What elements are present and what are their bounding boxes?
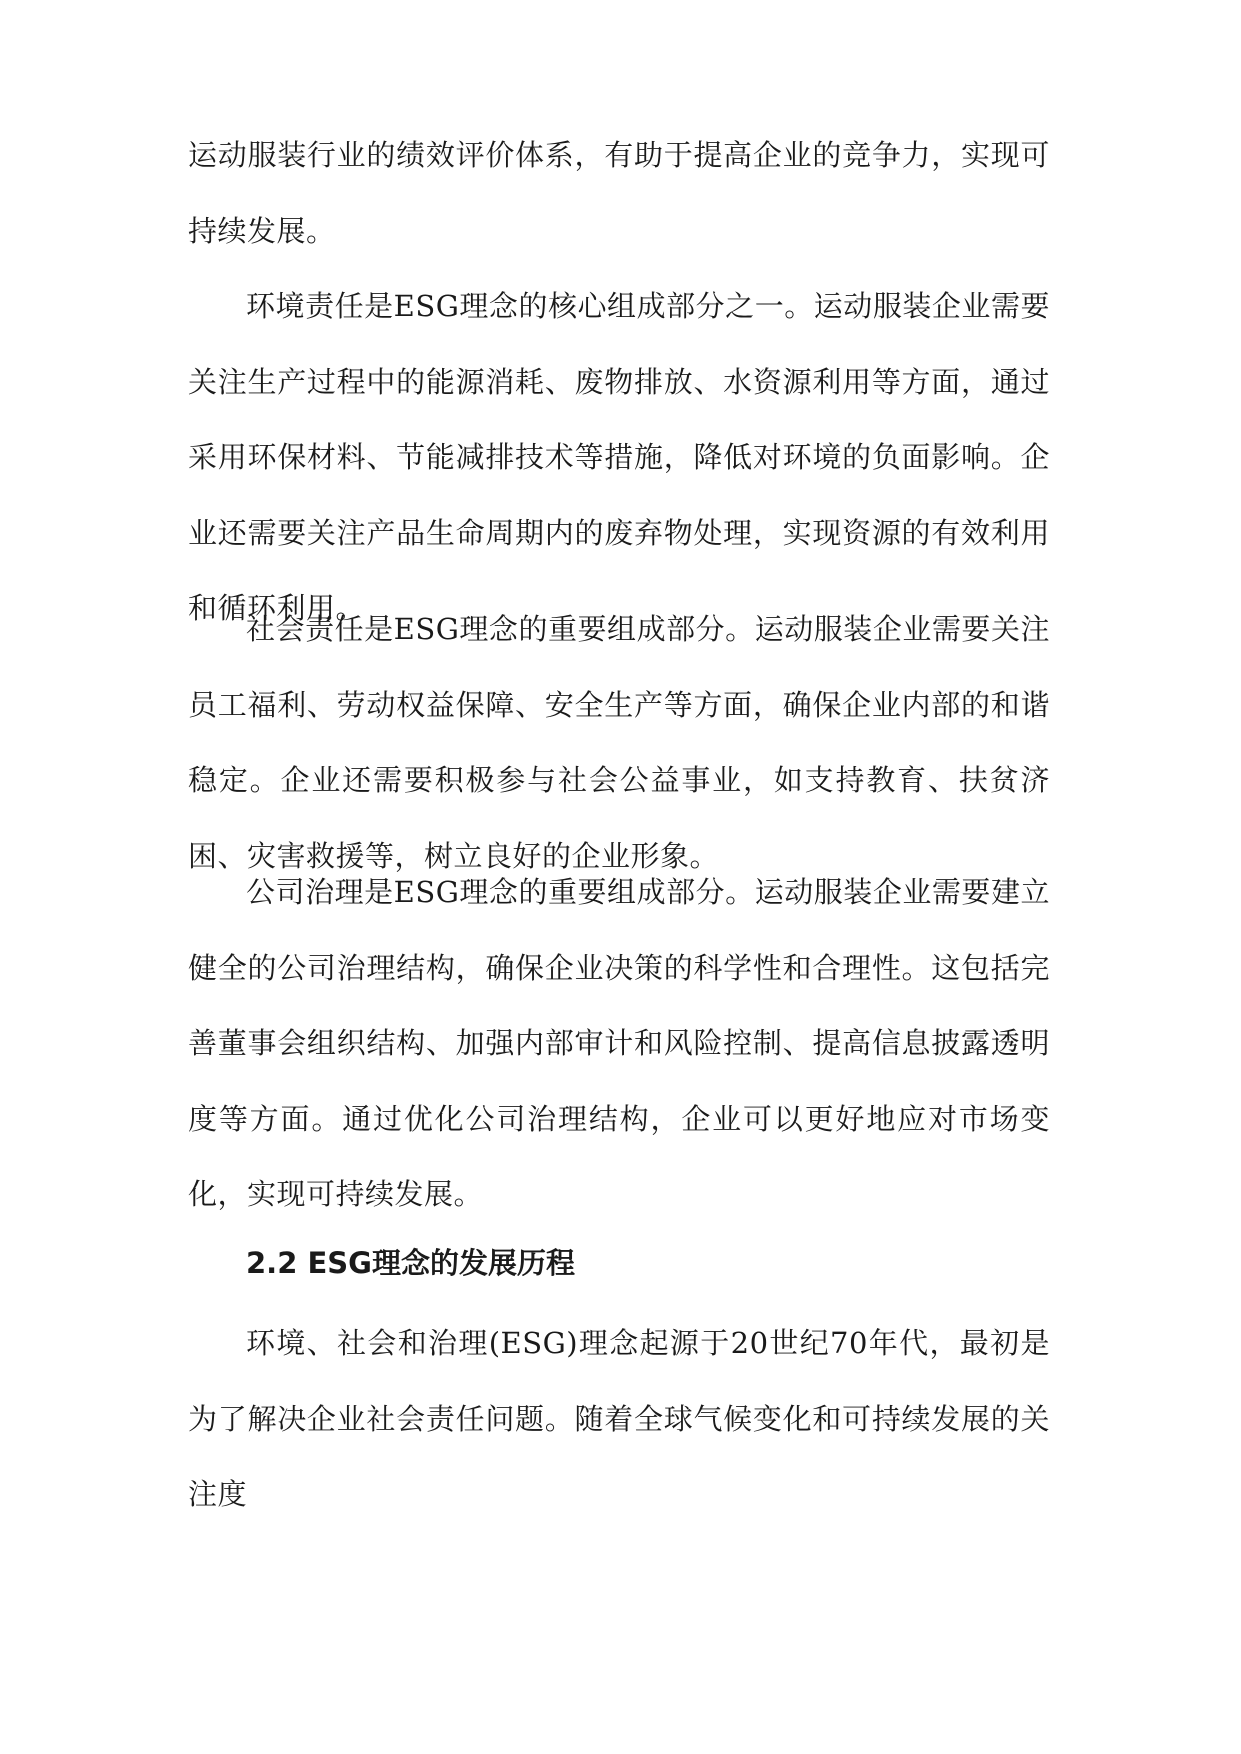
paragraph-social-responsibility: 社会责任是ESG理念的重要组成部分。运动服装企业需要关注员工福利、劳动权益保障、安全生产等方面，确保企业内部的和谐稳定。企业还需要积极参与社会公益事业，如支持教育、扶贫济困、灾害救援等，树立良好的企业形象。 xyxy=(188,612,1050,873)
section-heading: 2.2 ESG理念的发展历程 xyxy=(246,1246,575,1280)
paragraph-environmental-responsibility: 环境责任是ESG理念的核心组成部分之一。运动服装企业需要关注生产过程中的能源消耗、废物排放、水资源利用等方面，通过采用环保材料、节能减排技术等措施，降低对环境的负面影响。企业还需要关注产品生命周期内的废弃物处理，实现资源的有效利用和循环利用。 xyxy=(188,289,1050,625)
paragraph-corporate-governance: 公司治理是ESG理念的重要组成部分。运动服装企业需要建立健全的公司治理结构，确保企业决策的科学性和合理性。这包括完善董事会组织结构、加强内部审计和风险控制、提高信息披露透明度等方面。通过优化公司治理结构，企业可以更好地应对市场变化，实现可持续发展。 xyxy=(188,875,1050,1211)
paragraph-continuation: 运动服装行业的绩效评价体系，有助于提高企业的竞争力，实现可持续发展。 xyxy=(188,138,1050,248)
paragraph-esg-origin: 环境、社会和治理(ESG)理念起源于20世纪70年代，最初是为了解决企业社会责任问题。随着全球气候变化和可持续发展的关注度 xyxy=(188,1326,1050,1511)
